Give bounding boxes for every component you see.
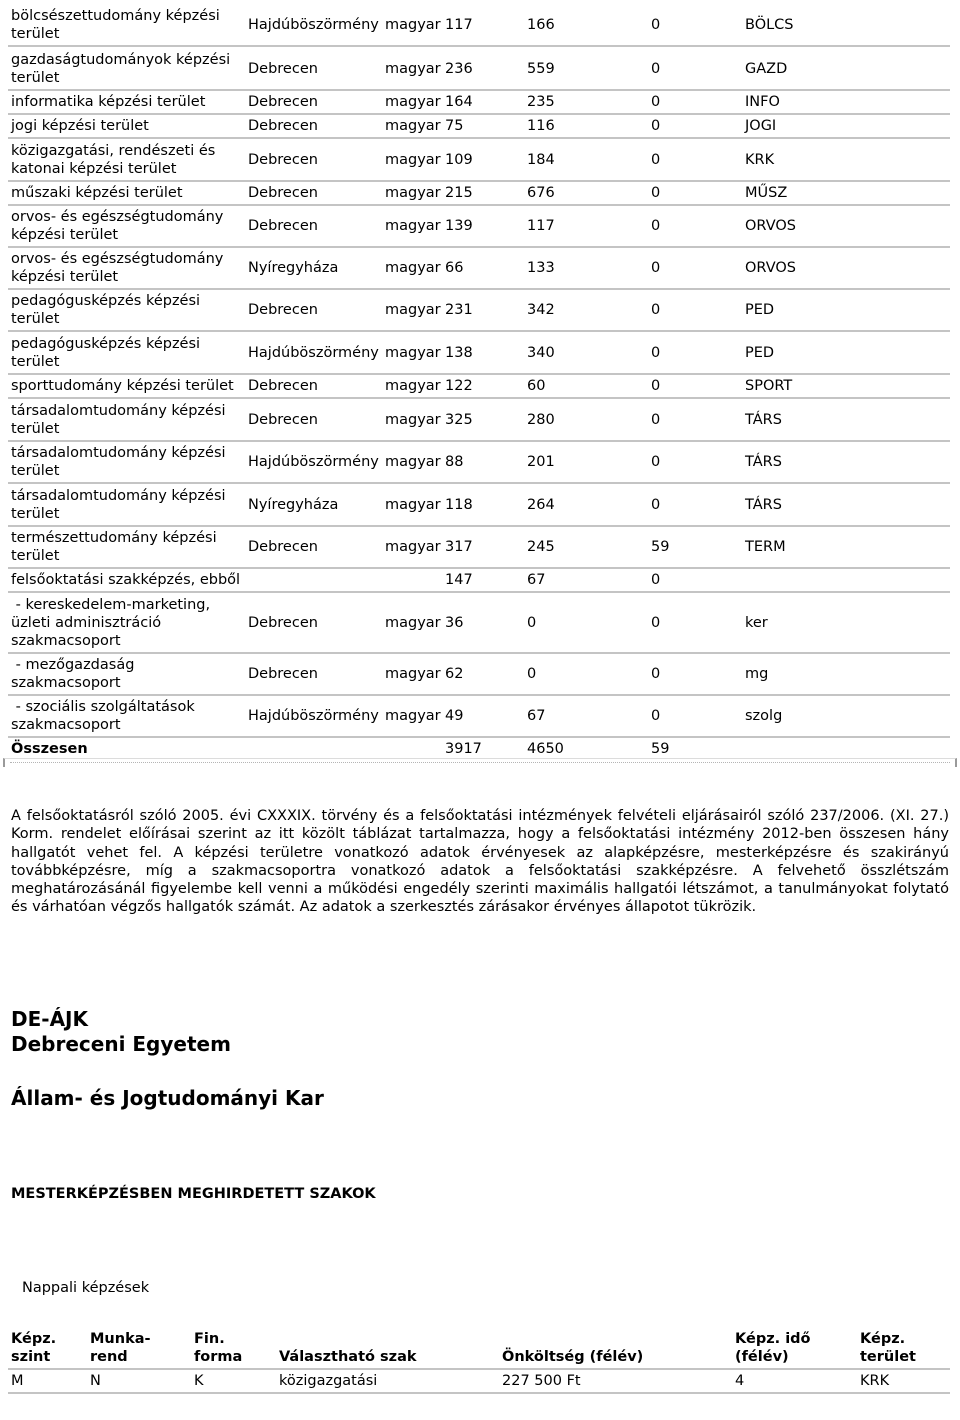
row-value-1: 75	[445, 118, 464, 134]
row-value-1: 164	[445, 94, 473, 110]
row-area: gazdaságtudományok képzési terület	[11, 51, 231, 86]
header-schedule: Munka- rend	[90, 1331, 151, 1365]
row-city: Debrecen	[248, 60, 318, 77]
total-value-1: 3917	[445, 741, 482, 757]
row-value-3: 0	[651, 378, 661, 394]
row-value-2: 245	[527, 539, 555, 555]
row-language: magyar	[385, 185, 441, 201]
row-city: Nyíregyháza	[248, 496, 339, 513]
row-value-2: 0	[527, 666, 537, 682]
row-value-1: 118	[445, 496, 473, 513]
program-schedule: N	[90, 1373, 101, 1389]
row-rule	[8, 330, 950, 332]
section-title: MESTERKÉPZÉSBEN MEGHIRDETETT SZAKOK	[11, 1186, 376, 1202]
total-label: Összesen	[11, 741, 88, 757]
row-code: TERM	[745, 539, 786, 555]
row-value-3: 0	[651, 496, 661, 513]
header-area: Képz. terület	[860, 1331, 916, 1365]
row-value-2: 0	[527, 614, 537, 631]
row-value-1: 62	[445, 666, 464, 682]
row-rule	[8, 89, 950, 91]
program-duration: 4	[735, 1373, 745, 1389]
row-code: MŰSZ	[745, 185, 788, 201]
row-value-3: 0	[651, 260, 661, 276]
row-value-1: 138	[445, 344, 473, 361]
row-city: Debrecen	[248, 411, 318, 428]
row-area: pedagógusképzés képzési terület	[11, 335, 201, 370]
row-value-1: 236	[445, 60, 473, 77]
row-area: társadalomtudomány képzési terület	[11, 402, 226, 437]
row-rule	[8, 204, 950, 206]
row-value-2: 340	[527, 344, 555, 361]
row-area: orvos- és egészségtudomány képzési terület	[11, 209, 224, 243]
row-value-2: 67	[527, 708, 546, 724]
row-code: szolg	[745, 708, 783, 724]
row-value-3: 0	[651, 572, 661, 588]
row-area: - kereskedelem-marketing, üzleti adminisztráció szakmacsoport	[11, 596, 211, 649]
row-code: TÁRS	[745, 454, 782, 470]
row-city: Hajdúböszörmény	[248, 708, 379, 724]
row-city: Debrecen	[248, 118, 318, 134]
section-separator-dotted	[10, 762, 950, 763]
row-rule	[8, 288, 950, 290]
row-language: magyar	[385, 454, 441, 470]
row-area: társadalomtudomány képzési terület	[11, 487, 226, 522]
row-area: sporttudomány képzési terület	[11, 378, 234, 394]
row-value-1: 325	[445, 411, 473, 428]
row-rule	[8, 246, 950, 248]
row-area: orvos- és egészségtudomány képzési terület	[11, 251, 224, 285]
row-city: Debrecen	[248, 218, 318, 234]
row-value-2: 201	[527, 454, 555, 470]
row-value-3: 0	[651, 666, 661, 682]
row-rule	[8, 45, 950, 47]
row-value-1: 36	[445, 614, 464, 631]
row-value-3: 0	[651, 708, 661, 724]
row-language: magyar	[385, 411, 441, 428]
row-area: pedagógusképzés képzési terület	[11, 293, 201, 327]
row-value-3: 0	[651, 185, 661, 201]
row-rule	[8, 482, 950, 484]
row-value-2: 342	[527, 302, 555, 318]
row-rule	[8, 567, 950, 569]
row-code: PED	[745, 344, 775, 361]
row-city: Hajdúböszörmény	[248, 17, 379, 33]
row-code: GAZD	[745, 60, 788, 77]
row-value-2: 235	[527, 94, 555, 110]
row-area: bölcsészettudomány képzési terület	[11, 8, 220, 42]
faculty-name: Állam- és Jogtudományi Kar	[11, 1086, 324, 1110]
row-code: ORVOS	[745, 218, 796, 234]
row-value-3: 0	[651, 614, 661, 631]
row-value-1: 215	[445, 185, 473, 201]
total-value-3: 59	[651, 741, 670, 757]
row-language: magyar	[385, 60, 441, 77]
row-city: Debrecen	[248, 151, 318, 168]
row-language: magyar	[385, 614, 441, 631]
row-value-2: 117	[527, 218, 555, 234]
row-value-3: 0	[651, 151, 661, 168]
program-level: M	[11, 1373, 24, 1389]
row-city: Debrecen	[248, 378, 318, 394]
row-rule	[8, 440, 950, 442]
row-language: magyar	[385, 344, 441, 361]
row-value-3: 0	[651, 454, 661, 470]
subsection-title: Nappali képzések	[22, 1280, 150, 1296]
row-rule	[8, 137, 950, 139]
program-area: KRK	[860, 1373, 890, 1389]
institution-code: DE-ÁJK	[11, 1007, 88, 1031]
row-value-3: 59	[651, 539, 670, 555]
row-area: jogi képzési terület	[11, 118, 149, 134]
row-language: magyar	[385, 118, 441, 134]
header-major: Választható szak	[279, 1349, 417, 1365]
row-value-1: 122	[445, 378, 473, 394]
row-value-1: 139	[445, 218, 473, 234]
row-language: magyar	[385, 260, 441, 276]
row-value-1: 109	[445, 151, 473, 168]
row-rule	[8, 591, 950, 593]
row-code: BÖLCS	[745, 17, 794, 33]
row-code: JOGI	[745, 118, 777, 134]
row-code: mg	[745, 666, 769, 682]
row-language: magyar	[385, 151, 441, 168]
program-financing: K	[194, 1373, 204, 1389]
row-language: magyar	[385, 94, 441, 110]
row-city: Hajdúböszörmény	[248, 454, 379, 470]
programs-row-rule	[8, 1392, 950, 1394]
row-value-1: 49	[445, 708, 464, 724]
row-city: Debrecen	[248, 185, 318, 201]
row-code: PED	[745, 302, 775, 318]
row-city: Hajdúböszörmény	[248, 344, 379, 361]
row-value-3: 0	[651, 218, 661, 234]
row-value-2: 184	[527, 151, 555, 168]
row-city: Debrecen	[248, 539, 318, 555]
row-value-2: 280	[527, 411, 555, 428]
program-major: közigazgatási	[279, 1373, 378, 1389]
row-value-2: 133	[527, 260, 555, 276]
row-value-1: 317	[445, 539, 473, 555]
total-value-2: 4650	[527, 741, 564, 757]
row-city: Debrecen	[248, 302, 318, 318]
row-area: műszaki képzési terület	[11, 185, 183, 201]
row-code: TÁRS	[745, 496, 782, 513]
row-city: Nyíregyháza	[248, 260, 339, 276]
row-value-2: 166	[527, 17, 555, 33]
row-value-1: 231	[445, 302, 473, 318]
row-language: magyar	[385, 302, 441, 318]
institution-name: Debreceni Egyetem	[11, 1032, 231, 1056]
row-rule	[8, 736, 950, 738]
legal-note: A felsőoktatásról szóló 2005. évi CXXXIX. törvény és a felsőoktatási intézmények felvételi eljárásairól szóló 237/2006. (XI. 27.) Korm. rendelet előírásai szerint az itt közölt táblázat tartalmazza, hogy a felsőoktatási intézmény 2012-ben összesen hány hallgatót vehet fel. A képzési területre vonatkozó adatok érvényesek az alapképzésre, mesterképzésre és szakirányú továbbképzésre, míg a szakmacsoportra vonatkozó adatok a felsőoktatási szakképzésre. A felvehető összlétszám meghatározásánál figyelembe kell venni a működési engedély szerinti maximális hallgatói létszámot, a tanulmányokat folytató és várhatóan végzős hallgatók számát. Az adatok a szerkesztés zárásakor érvényes állapotot tükrözik.	[11, 808, 949, 916]
row-value-1: 88	[445, 454, 464, 470]
row-value-2: 67	[527, 572, 546, 588]
row-rule	[8, 113, 950, 115]
row-value-3: 0	[651, 17, 661, 33]
row-area: - szociális szolgáltatások szakmacsoport	[11, 699, 195, 733]
row-rule	[8, 397, 950, 399]
row-language: magyar	[385, 17, 441, 33]
row-value-3: 0	[651, 344, 661, 361]
row-area: társadalomtudomány képzési terület	[11, 445, 226, 479]
programs-header-rule	[8, 1368, 950, 1370]
row-value-2: 264	[527, 496, 555, 513]
row-code: TÁRS	[745, 411, 782, 428]
row-rule	[8, 180, 950, 182]
row-code: KRK	[745, 151, 775, 168]
header-duration: Képz. idő (félév)	[735, 1331, 811, 1365]
row-language: magyar	[385, 539, 441, 555]
row-value-3: 0	[651, 411, 661, 428]
header-level: Képz. szint	[11, 1331, 57, 1365]
row-language: magyar	[385, 496, 441, 513]
row-language: magyar	[385, 378, 441, 394]
program-fee: 227 500 Ft	[502, 1373, 581, 1389]
row-language: magyar	[385, 218, 441, 234]
row-rule	[8, 652, 950, 654]
row-value-3: 0	[651, 118, 661, 134]
row-area: közigazgatási, rendészeti és katonai képzési terület	[11, 142, 216, 177]
row-code: ORVOS	[745, 260, 796, 276]
row-code: INFO	[745, 94, 780, 110]
row-value-3: 0	[651, 94, 661, 110]
row-value-1: 147	[445, 572, 473, 588]
row-area: természettudomány képzési terület	[11, 530, 217, 564]
row-code: SPORT	[745, 378, 793, 394]
row-rule	[8, 373, 950, 375]
row-value-1: 66	[445, 260, 464, 276]
row-value-3: 0	[651, 302, 661, 318]
row-area: - mezőgazdaság szakmacsoport	[11, 657, 135, 691]
row-value-2: 116	[527, 118, 555, 134]
row-value-3: 0	[651, 60, 661, 77]
row-language: magyar	[385, 666, 441, 682]
row-value-1: 117	[445, 17, 473, 33]
row-rule	[8, 694, 950, 696]
header-financing: Fin. forma	[194, 1331, 243, 1365]
row-language: magyar	[385, 708, 441, 724]
row-value-2: 559	[527, 60, 555, 77]
row-area: informatika képzési terület	[11, 94, 206, 110]
row-value-2: 60	[527, 378, 546, 394]
row-rule	[8, 525, 950, 527]
row-city: Debrecen	[248, 614, 318, 631]
row-city: Debrecen	[248, 666, 318, 682]
row-area: felsőoktatási szakképzés, ebből	[11, 572, 241, 588]
row-value-2: 676	[527, 185, 555, 201]
row-city: Debrecen	[248, 94, 318, 110]
header-fee: Önköltség (félév)	[502, 1349, 644, 1365]
row-code: ker	[745, 614, 768, 631]
